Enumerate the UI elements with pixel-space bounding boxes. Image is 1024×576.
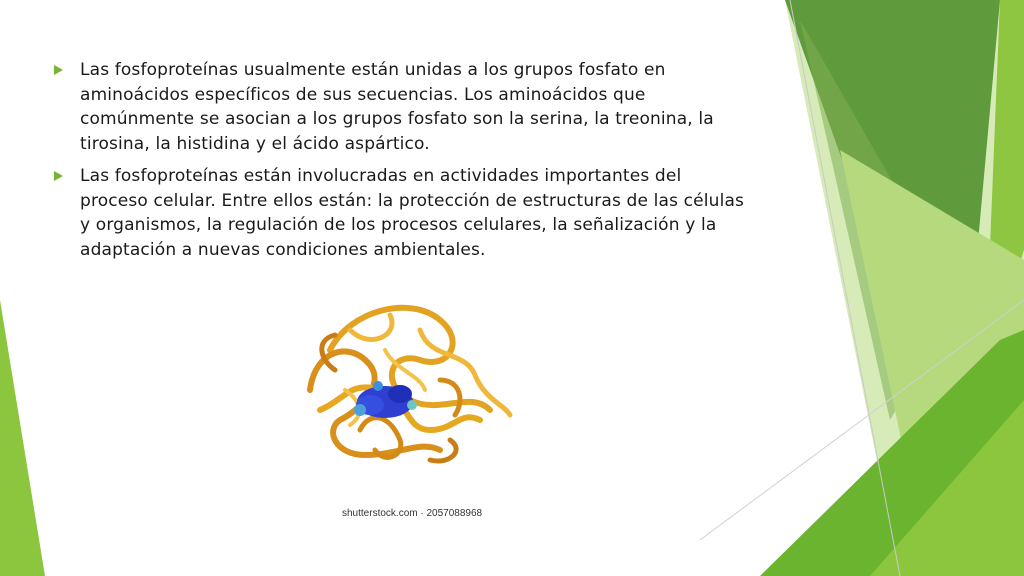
protein-structure-image — [290, 290, 520, 475]
bullet-item — [48, 164, 748, 262]
bullet-text: Las fosfoproteínas usualmente están unidas a los grupos fosfato en aminoácidos específicos de sus secuencias. Los aminoácidos que comúnmente se asocian a los grupos fosfato son la serina, la treonina, la tirosina, la histidina y el ácido aspártico. — [80, 60, 714, 154]
left-green-wedge — [0, 300, 45, 576]
bullet-arrow-icon — [54, 171, 63, 181]
bullet-list — [48, 58, 748, 270]
bullet-arrow-icon — [54, 65, 63, 75]
image-credit: shutterstock.com · 2057088968 — [342, 508, 483, 519]
bullet-item — [48, 58, 748, 156]
bullet-text: Las fosfoproteínas están involucradas en actividades importantes del proceso celular. Entre ellos están: la protección de estructuras de las células y organismos, la regulación de los procesos celulares, la señalización y la adaptación a nuevas condiciones ambientales. — [80, 166, 745, 260]
